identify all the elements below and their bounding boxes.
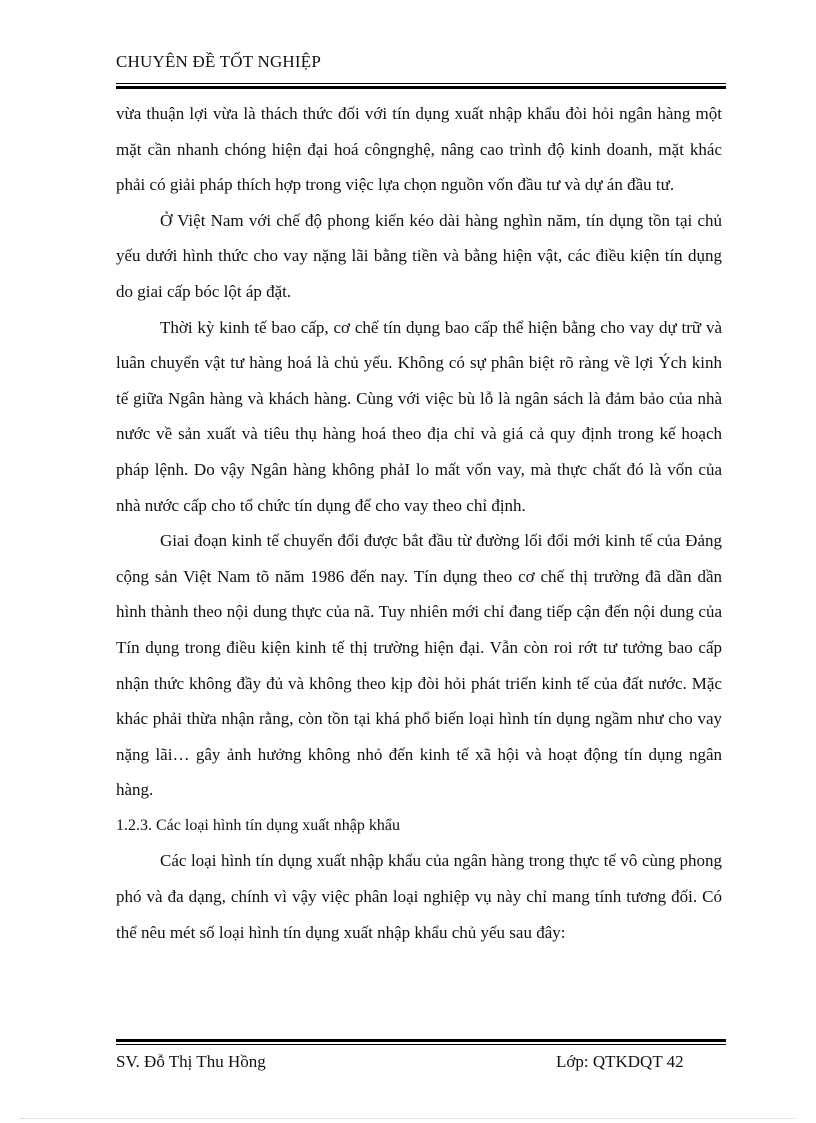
header-rule-thick (116, 86, 726, 89)
paragraph-subsidy-period: Thời kỳ kinh tế bao cấp, cơ chế tín dụng bao cấp thể hiện bằng cho vay dự trữ và luân chuyển vật tư hàng hoá là chủ yếu. Không có sự phân biệt rõ ràng về lợi Ých kinh tế giữa Ngân hàng và khách hàng. Cùng với việc bù lỗ là ngân sách là đảm bảo của nhà nước về sản xuất và tiêu thụ hàng hoá theo địa chỉ và giá cả quy định trong kế hoạch pháp lệnh. Do vậy Ngân hàng không phảI lo mất vốn vay, mà thực chất đó là vốn của nhà nước cấp cho tổ chức tín dụng để cho vay theo chỉ định. (116, 317, 722, 515)
header-rule-thin (116, 83, 726, 84)
footer-rule-thin (116, 1044, 726, 1045)
footer-student-name: SV. Đỗ Thị Thu Hồng (116, 1052, 266, 1071)
paragraph-feudal-credit: Ở Việt Nam với chế độ phong kiến kéo dài hàng nghìn năm, tín dụng tồn tại chủ yếu dưới hình thức cho vay nặng lãi bằng tiền và bằng hiện vật, các điều kiện tín dụng do giai cấp bóc lột áp đặt. (116, 210, 722, 301)
footer-rule-thick (116, 1039, 726, 1042)
page-edge-divider (20, 1118, 796, 1119)
body-text (116, 96, 722, 950)
header-title: CHUYÊN ĐỀ TỐT NGHIỆP (116, 52, 322, 71)
paragraph-credit-types: Các loại hình tín dụng xuất nhập khẩu của ngân hàng trong thực tế vô cùng phong phó và đa dạng, chính vì vậy việc phân loại nghiệp vụ này chỉ mang tính tương đối. Có thể nêu mét số loại hình tín dụng xuất nhập khẩu chủ yếu sau đây: (116, 851, 722, 942)
footer-class: Lớp: QTKDQT 42 (556, 1052, 684, 1071)
paragraph-transition-period: Giai đoạn kinh tế chuyển đổi được bắt đầu từ đường lối đổi mới kinh tế của Đảng cộng sản Việt Nam tõ năm 1986 đến nay. Tín dụng theo cơ chế thị trường đã dần dần hình thành theo nội dung thực của nã. Tuy nhiên mới chỉ đang tiếp cận đến nội dung của Tín dụng trong điều kiện kinh tế thị trường hiện đại. Vẫn còn roi rớt tư tưởng bao cấp nhận thức không đầy đủ và không theo kịp đòi hỏi phát triển kinh tế của đất nước. Mặc khác phải thừa nhận rằng, còn tồn tại khá phổ biến loại hình tín dụng ngầm như cho vay nặng lãi… gây ảnh hưởng không nhỏ đến kinh tế xã hội và hoạt động tín dụng ngân hàng. (116, 531, 722, 800)
section-heading: 1.2.3. Các loại hình tín dụng xuất nhập khẩu (116, 816, 400, 834)
paragraph-continuation: vừa thuận lợi vừa là thách thức đối với tín dụng xuất nhập khẩu đòi hỏi ngân hàng một mặt cần nhanh chóng hiện đại hoá côngnghệ, nâng cao trình độ kinh doanh, mặt khác phải có giải pháp thích hợp trong việc lựa chọn nguồn vốn đầu tư và dự án đầu tư. (116, 104, 722, 195)
